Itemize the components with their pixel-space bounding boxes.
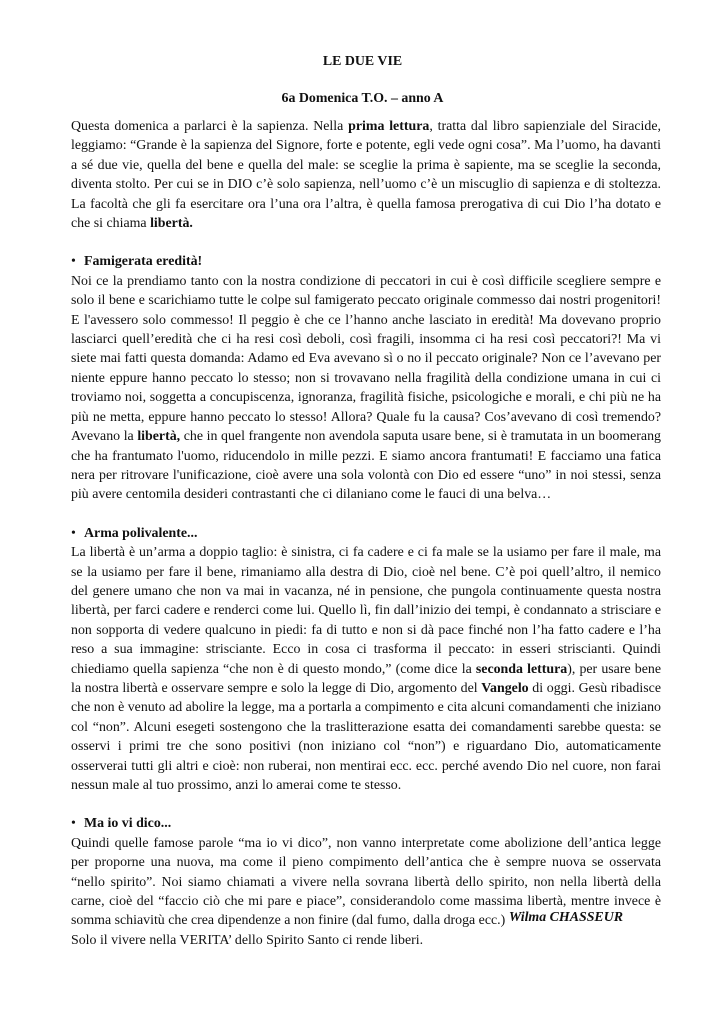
section-bold-seconda-lettura: seconda lettura (475, 661, 568, 677)
section-heading-text: Famigerata eredità! (84, 254, 203, 270)
section-text: Noi ce la prendiamo tanto con la nostra condizione di peccatori in cui è così difficile scegliere sempre e solo il bene e scarichiamo tutte le colpe sul famigerato peccato originale commesso dai nostri progenitori! E l'avessero solo commesso! Il peggio è che ce l’hanno anche lasciato in eredità! Ma dovevano proprio lasciarci quell’eredità che ci ha resi così deboli, così fragili, insomma ci ha resi così peccatori?! Ma vi siete mai fatti questa domanda: Adamo ed Eva avevano sì o no il peccato originale? Non ce l’avevano per niente eppure hanno peccato lo stesso; non si trovavano nella fragilità della condizione umana in cui ci troviamo noi, soggetta a concupiscenza, ignoranza, fragilità fisiche, psicologiche e morali, e chi più ne ha più ne metta, eppure hanno peccato lo stesso! Allora? Quale fu la causa? Cos’avevano di così tremendo? Avevano la (71, 273, 661, 445)
document-subtitle: 6a Domenica T.O. – anno A (281, 91, 444, 106)
section-heading (71, 524, 661, 543)
intro-bold-liberta: libertà. (150, 216, 193, 232)
document-body (71, 117, 661, 950)
bullet-icon: • (71, 254, 76, 270)
section-heading (71, 814, 661, 833)
bullet-icon: • (71, 525, 76, 541)
section-text: di oggi. Gesù ribadisce che non è venuto ad abolire la legge, ma a portarla a compimento e cita alcuni comandamenti che iniziano col “non”. Alcuni esegeti sostengono che la traslitterazione esatta dei comandamenti sarebbe questa: se osservi i primi tre che sono positivi (non iniziano col “non”) e riguardano Dio, automaticamente osserverai tutti gli altri e cioè: non ruberai, non mentirai ecc. ecc. perché avendo Dio nel cuore, non farai nessun male al tuo prossimo, anzi lo amerai come te stesso. (71, 680, 661, 793)
section-text: La libertà è un’arma a doppio taglio: è sinistra, ci fa cadere e ci fa male se la usiamo per fare il male, ma se la usiamo per fare il bene, rimaniamo alla destra di Dio, cioè nel bene. C’è poi quell’altro, il nemico del genere umano che non va mai in vacanza, né in pensione, che pungola continuamente questa nostra libertà, per farci cadere e renderci come lui. Quello lì, fin dall’inizio dei tempi, è condannato a strisciare e non sopporta di vedere qualcuno in piedi: fa di tutto e non si dà pace finché non l’ha fatto cadere e l’ha reso a sua immagine: strisciante. Ecco in cosa ci trasforma il peccato: in esseri striscianti. Quindi chiediamo quella sapienza “che non è di questo mondo,” (come dice la (71, 545, 661, 677)
section-bold-liberta: libertà, (137, 429, 181, 445)
intro-text: , tratta dal libro sapienziale del Siracide, leggiamo: “Grande è la sapienza del Signore, forte e potente, egli vede ogni cosa”. Ma l’uomo, ha davanti a sé due vie, quella del bene e quella del male: se sceglie la prima è sapiente, ma se sceglie la seconda, diventa stolto. Per cui se in DIO c’è solo sapienza, nell’uomo c’è un miscuglio di sapienza e di stoltezza. La facoltà che gli fa esercitare ora l’una ora l’altra, è quella famosa prerogativa di cui Dio l’ha dotato e che si chiama (71, 119, 661, 232)
section-text: che in quel frangente non avendola saputa usare bene, si è tramutata in un boomerang che ha frantumato l'uomo, riducendolo in mille pezzi. E siamo ancora frantumati! E facciamo una fatica nera per ritrovare l'unificazione, cioè avere una sola volontà con Dio ed essere “uno” in noi stessi, senza più avere centomila desideri contrastanti che ci dilaniano come le fauci di una belva… (71, 429, 661, 503)
section-text: ), per usare bene la nostra libertà e osservare sempre e solo la legge di Dio, argomento del (71, 661, 661, 696)
document-title: LE DUE VIE (322, 54, 403, 69)
intro-bold-prima-lettura: prima lettura (348, 119, 430, 134)
closing-line: Solo il vivere nella VERITA’ dello Spirito Santo ci rende liberi. (71, 932, 424, 948)
section-paragraph (71, 272, 661, 505)
section-heading (71, 252, 661, 271)
intro-paragraph (71, 117, 661, 233)
section-bold-vangelo: Vangelo (481, 680, 529, 696)
section-heading-text: Arma polivalente... (84, 525, 198, 541)
section-heading-text: Ma io vi dico... (84, 816, 172, 832)
section-paragraph: Quindi quelle famose parole “ma io vi dico”, non vanno interpretate come abolizione dell’antica legge per proporne una nuova, ma come il pieno compimento dell’antica che è sempre nuova se osservata “nello spirito”. Noi siamo chiamati a vivere nella sovrana libertà dello spirito, non nella libertà della carne, cioè del “faccio ciò che mi pare e piace”, considerandolo come massima libertà, mentre invece è somma schiavitù che crea dipendenze a non finire (dal fumo, dalla droga ecc.) (71, 835, 661, 929)
intro-text: Questa domenica a parlarci è la sapienza. Nella (71, 119, 349, 134)
bullet-icon: • (71, 816, 76, 832)
author-signature: Wilma CHASSEUR (508, 910, 623, 925)
section-paragraph (71, 543, 661, 795)
